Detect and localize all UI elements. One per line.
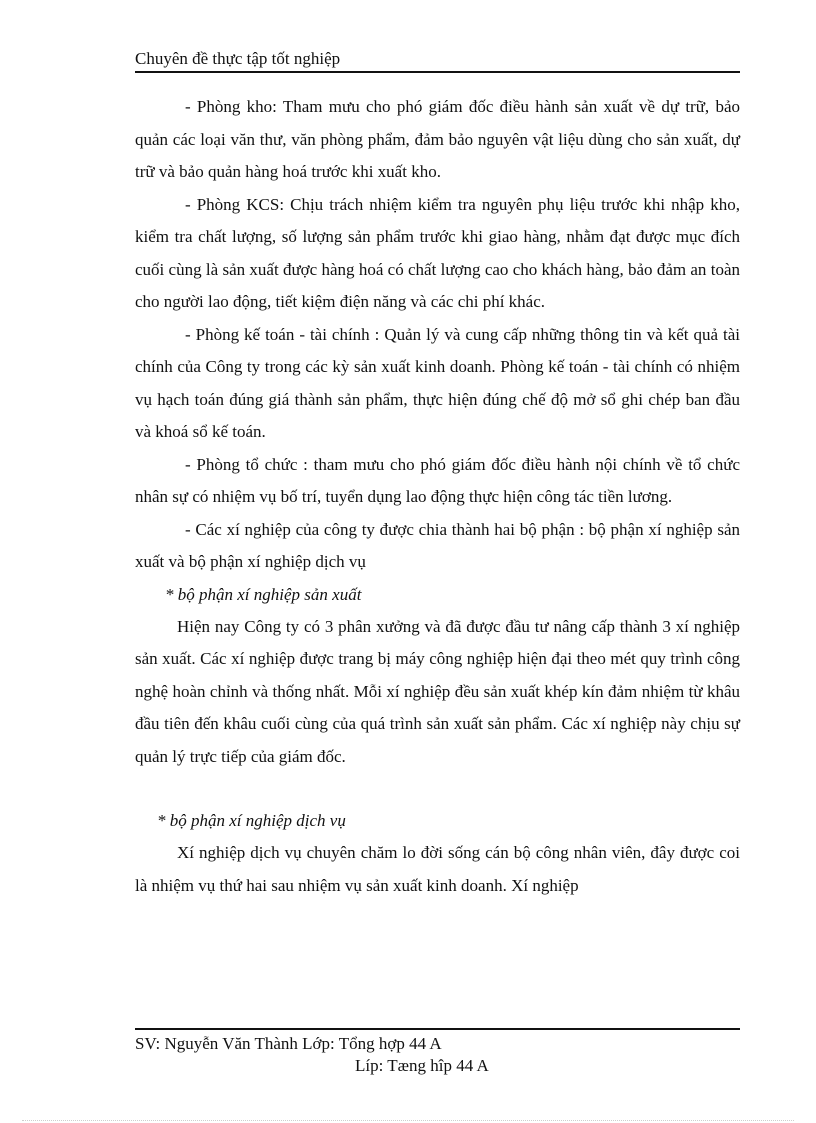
paragraph-phong-kcs: - Phòng KCS: Chịu trách nhiệm kiểm tra nguyên phụ liệu trước khi nhập kho, kiểm tra chất lượng, số lượng sản phẩm trước khi giao hàng, nhằm đạt được mục đích cuối cùng là sản xuất được hàng hoá có chất lượng cao cho khách hàng, bảo đảm an toàn cho người lao động, tiết kiệm điện năng và các chi phí khác.: [135, 194, 740, 311]
section-text-san-xuat: Hiện nay Công ty có 3 phân xưởng và đã được đầu tư nâng cấp thành 3 xí nghiệp sản xuất. Các xí nghiệp được trang bị máy công nghiệp hiện đại theo mét quy trình công nghệ hoàn chỉnh và thống nhất. Mỗi xí nghiệp đều sản xuất khép kín đảm nhiệm từ khâu đầu tiên đến khâu cuối cùng của quá trình sản xuất sản phẩm. Các xí nghiệp này chịu sự quản lý trực tiếp của giám đốc.: [135, 616, 740, 766]
paragraph-phong-ke-toan: - Phòng kế toán - tài chính : Quản lý và cung cấp những thông tin và kết quả tài chính của Công ty trong các kỳ sản xuất kinh doanh. Phòng kế toán - tài chính có nhiệm vụ hạch toán đúng giá thành sản phẩm, thực hiện đúng chế độ mở sổ ghi chép ban đầu và khoá sổ kế toán.: [135, 324, 740, 441]
blank-line: [135, 773, 740, 805]
page-bottom-dotted-line: [22, 1120, 794, 1121]
section-heading-san-xuat: * bộ phận xí nghiệp sản xuất: [165, 584, 362, 604]
page-header: [135, 48, 740, 73]
footer-class-line: Líp: Tæng hîp 44 A: [355, 1056, 489, 1075]
footer-student-line: SV: Nguyễn Văn Thành Lớp: Tổng hợp 44 A: [135, 1034, 442, 1053]
section-heading-dich-vu: * bộ phận xí nghiệp dịch vụ: [157, 811, 346, 830]
footer-divider: [135, 1028, 740, 1030]
header-title: Chuyên đề thực tập tốt nghiệp: [135, 49, 341, 68]
paragraph-cac-xi-nghiep: - Các xí nghiệp của công ty được chia thành hai bộ phận : bộ phận xí nghiệp sản xuất và bộ phận xí nghiệp dịch vụ: [135, 519, 740, 571]
paragraph-phong-to-chuc: - Phòng tổ chức : tham mưu cho phó giám đốc điều hành nội chính về tổ chức nhân sự có nhiệm vụ bố trí, tuyển dụng lao động thực hiện công tác tiền lương.: [135, 454, 740, 506]
paragraph-phong-kho: - Phòng kho: Tham mưu cho phó giám đốc điều hành sản xuất về dự trữ, bảo quản các loại văn thư, văn phòng phẩm, đảm bảo nguyên vật liệu dùng cho sản xuất, dự trữ và bảo quản hàng hoá trước khi xuất kho.: [135, 97, 740, 181]
section-text-dich-vu: Xí nghiệp dịch vụ chuyên chăm lo đời sống cán bộ công nhân viên, đây được coi là nhiệm vụ thứ hai sau nhiệm vụ sản xuất kinh doanh. Xí nghiệp: [135, 843, 740, 895]
document-body: [135, 91, 740, 902]
